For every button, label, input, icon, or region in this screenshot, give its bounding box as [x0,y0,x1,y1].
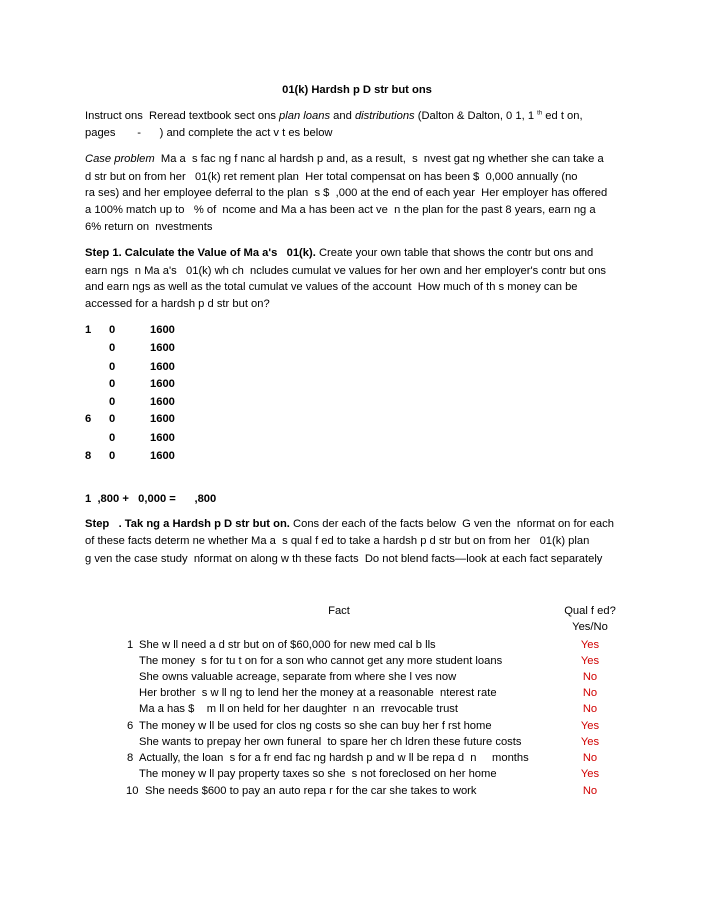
fact-answer: No [582,671,598,683]
table-cell-c1: 6 [85,413,92,425]
table-cell-c2: 0 [109,450,116,462]
table-cell-c3: 1600 [150,396,175,408]
facts-header-fact: Fact [328,605,350,617]
case-label: Case problem [85,153,155,165]
table-cell-c1: 1 [85,324,92,336]
fact-answer: Yes [580,639,600,651]
fact-text: Actually, the loan s for a fr end fac ng hardsh p and w ll be repa d n months [139,752,529,764]
fact-answer: No [582,687,598,699]
table-cell-c1: 8 [85,450,92,462]
step1-line-3: and earn ngs as well as the total cumulat ve values of the account How much of th s money can be [85,281,578,293]
facts-header-yes-no: Yes/No [572,621,608,633]
fact-text: She wants to prepay her own funeral to spare her ch ldren these future costs [139,736,522,748]
case-line-2: d str but on from her 01(k) ret rement plan Her total compensat on has been $ 0,000 annually (no [85,171,578,183]
fact-answer: Yes [580,720,600,732]
step1-heading: Step 1. Calculate the Value of Ma a's 01(k). [85,247,316,259]
table-cell-c3: 1600 [150,342,175,354]
fact-text: She w ll need a d str but on of $60,000 for new med cal b lls [139,639,436,651]
table-cell-c2: 0 [109,396,116,408]
table-cell-c3: 1600 [150,450,175,462]
fact-number: 8 [127,752,134,764]
table-cell-c2: 0 [109,432,116,444]
step2-text-1: Cons der each of the facts below G ven the nformat on for each [293,518,614,530]
table-cell-c2: 0 [109,378,116,390]
instructions-line-2: pages - ) and complete the act v t es below [85,127,333,139]
step2-heading: Step . Tak ng a Hardsh p D str but on. [85,518,290,530]
instructions-text-c: (Dalton & Dalton, 0 1, 1 [417,110,535,122]
case-line-1 [85,153,604,165]
fact-text: She needs $600 to pay an auto repa r for the car she takes to work [145,785,477,797]
fact-text: The money s for tu t on for a son who cannot get any more student loans [139,655,503,667]
table-cell-c3: 1600 [150,324,175,336]
instructions-em-distributions: distributions [354,110,415,122]
table-cell-c3: 1600 [150,413,175,425]
instructions-line-1 [85,110,583,122]
table-cell-c2: 0 [109,413,116,425]
fact-text: The money w ll be used for clos ng costs so she can buy her f rst home [139,720,492,732]
fact-number: 6 [127,720,134,732]
step1-line-1 [85,247,593,259]
instructions-text-a: Reread textbook sect ons [149,110,276,122]
fact-answer: Yes [580,768,600,780]
step1-line-2: earn ngs n Ma a's 01(k) wh ch ncludes cumulat ve values for her own and her employer's contr but ons [85,265,607,277]
case-text-1: Ma a s fac ng f nanc al hardsh p and, as a result, s nvest gat ng whether she can take a [160,153,604,165]
fact-number: 1 [127,639,134,651]
facts-header-qualified: Qual f ed? [564,605,616,617]
table-cell-c3: 1600 [150,361,175,373]
fact-text: Ma a has $ m ll on held for her daughter n an rrevocable trust [139,703,459,715]
table-cell-c2: 0 [109,342,116,354]
fact-answer: Yes [580,736,600,748]
case-line-5: 6% return on nvestments [85,221,213,233]
step2-line-3: g ven the case study nformat on along w th these facts Do not blend facts—look at each fact separately [85,553,603,565]
case-line-3: ra ses) and her employee deferral to the plan s $ ,000 at the end of each year Her employer has offered [85,187,608,199]
step2-line-1 [85,518,614,530]
step2-line-2: of these facts determ ne whether Ma a s qual f ed to take a hardsh p d str but on from her 01(k) plan [85,535,590,547]
fact-answer: No [582,785,598,797]
instructions-em-plan-loans: plan loans [279,110,331,122]
table-cell-c2: 0 [109,361,116,373]
instructions-label: Instruct ons [85,110,143,122]
sum-line: 1 ,800 + 0,000 = ,800 [85,493,217,505]
fact-answer: No [582,752,598,764]
step1-text-1: Create your own table that shows the contr but ons and [318,247,594,259]
case-line-4: a 100% match up to % of ncome and Ma a has been act ve n the plan for the past 8 years, earn ng a [85,204,596,216]
fact-text: The money w ll pay property taxes so she s not foreclosed on her home [139,768,497,780]
page-title: 01(k) Hardsh p D str but ons [282,84,432,96]
table-cell-c2: 0 [109,324,116,336]
fact-answer: Yes [580,655,600,667]
instructions-text-b: and [333,110,352,122]
fact-text: Her brother s w ll ng to lend her the money at a reasonable nterest rate [139,687,497,699]
step1-line-4: accessed for a hardsh p d str but on? [85,298,270,310]
instructions-sup: th [537,110,543,117]
table-cell-c3: 1600 [150,432,175,444]
fact-text: She owns valuable acreage, separate from where she l ves now [139,671,457,683]
fact-answer: No [582,703,598,715]
instructions-text-d: ed t on, [545,110,583,122]
fact-number: 10 [126,785,139,797]
table-cell-c3: 1600 [150,378,175,390]
